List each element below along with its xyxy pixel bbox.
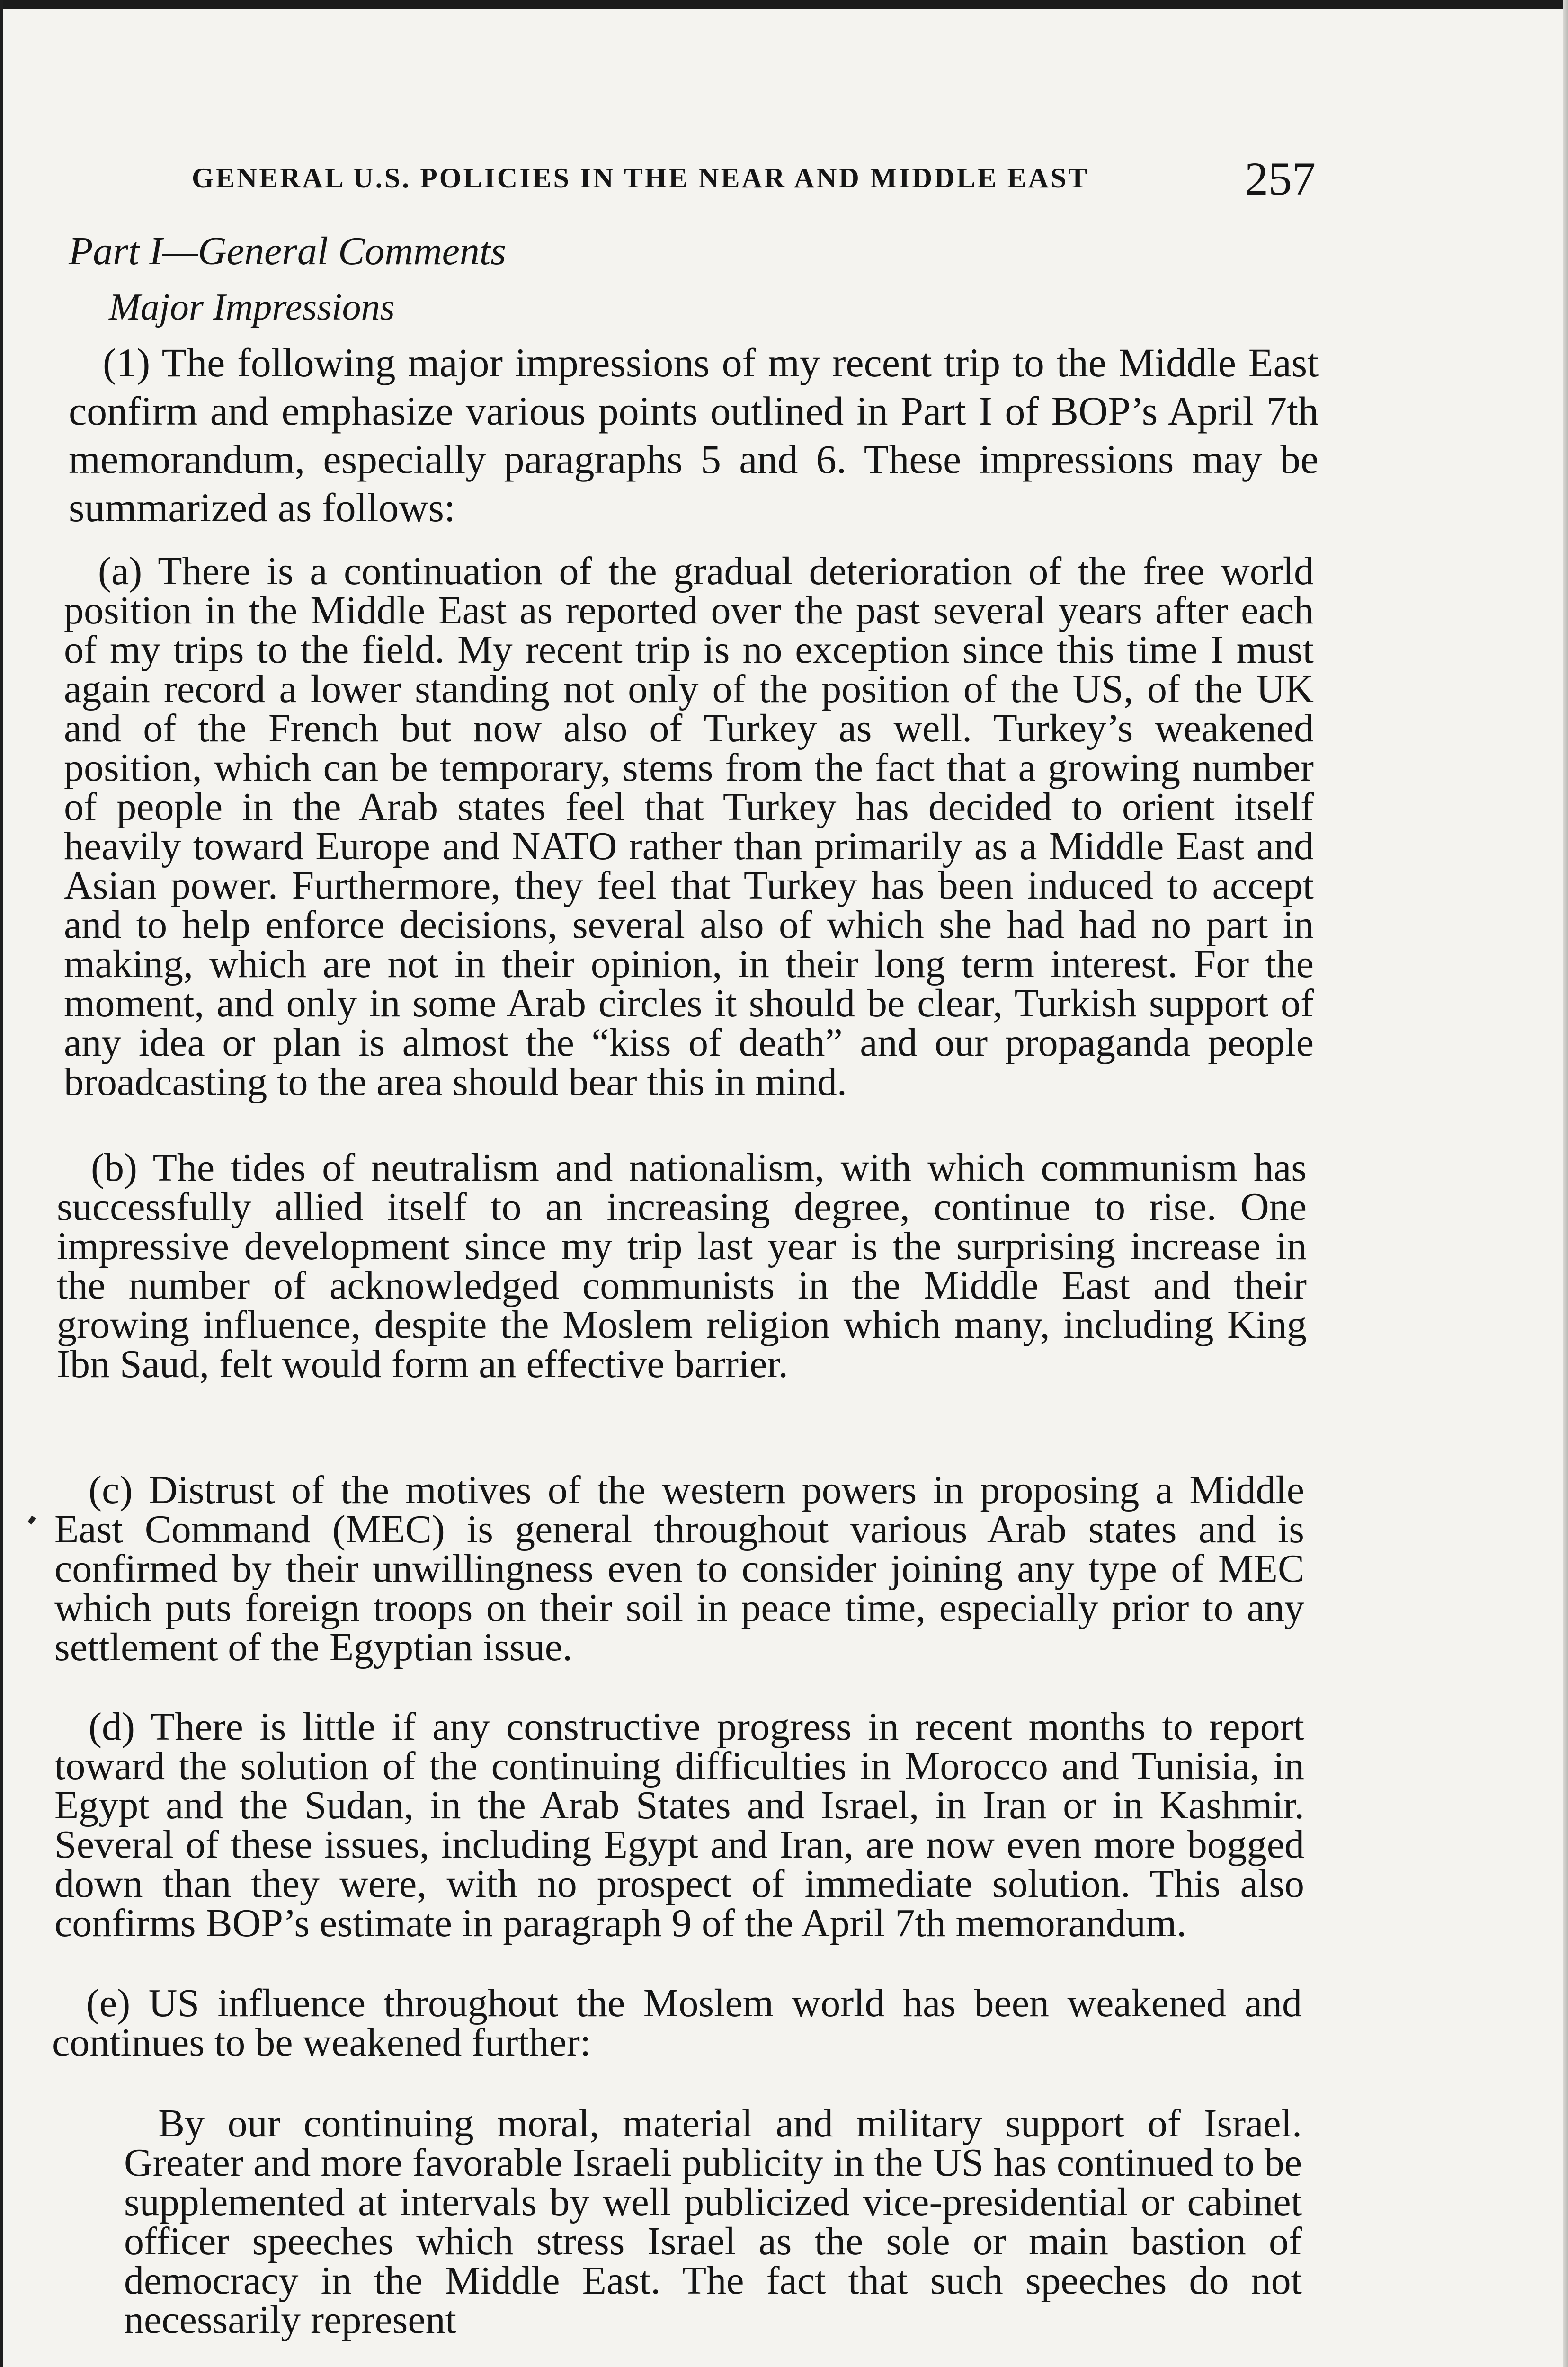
paragraph-b: (b) The tides of neutralism and nationalism, with which communism has successfully allied itself to an increasing degree, continue to rise. One impressive development since my trip last year is the surprising increase in the number of acknowledged communists in the Middle East and their growing influence, despite the Moslem religion which many, including King Ibn Saud, felt would form an effective barrier. bbox=[57, 1146, 1307, 1386]
margin-mark bbox=[27, 1516, 36, 1525]
indented-quote-paragraph: By our continuing moral, material and military support of Israel. Greater and more favorable Israeli publicity in the US has continued to be supplemented at intervals by well publicized vice-presidential or cabinet officer speeches which stress Israel as the sole or main bastion of democracy in the Middle East. The fact that such speeches do not necessarily represent bbox=[124, 2101, 1302, 2342]
paragraph-a: (a) There is a continuation of the gradual deterioration of the free world position in the Middle East as reported over the past several years after each of my trips to the field. My recent trip is no exception since this time I must again record a lower standing not only of the position of the US, of the UK and of the French but now also of Turkey as well. Turkey’s weakened position, which can be temporary, stems from the fact that a growing number of people in the Arab states feel that Turkey has decided to orient itself heavily toward Europe and NATO rather than primarily as a Middle East and Asian power. Furthermore, they feel that Turkey has been induced to accept and to help enforce decisions, several also of which she had had no part in making, which are not in their opinion, in their long term interest. For the moment, and only in some Arab circles it should be clear, Turkish support of any idea or plan is almost the “kiss of death” and our propaganda people broadcasting to the area should bear this in mind. bbox=[64, 549, 1314, 1104]
paragraph-d: (d) There is little if any constructive progress in recent months to report toward the solution of the continuing difficulties in Morocco and Tunisia, in Egypt and the Sudan, in the Arab States and Israel, in Iran or in Kashmir. Several of these issues, including Egypt and Iran, are now even more bogged down than they were, with no prospect of immediate solution. This also confirms BOP’s estimate in paragraph 9 of the April 7th memorandum. bbox=[54, 1705, 1304, 1945]
paragraph-intro: (1) The following major impressions of my recent trip to the Middle East confirm and emphasize various points outlined in Part I of BOP’s April 7th memorandum, especially paragraphs 5 and 6. These impressions may be summarized as follows: bbox=[69, 340, 1319, 530]
paragraph-c: (c) Distrust of the motives of the western powers in proposing a Middle East Command (MEC) is general throughout various Arab states and is confirmed by their unwillingness even to consider joining any type of MEC which puts foreign troops on their soil in peace time, especially prior to any settlement of the Egyptian issue. bbox=[54, 1468, 1304, 1669]
paragraph-e: (e) US influence throughout the Moslem world has been weakened and continues to be weakened further: bbox=[52, 1981, 1302, 2064]
page-header bbox=[187, 151, 1323, 208]
running-head: GENERAL U.S. POLICIES IN THE NEAR AND MIDDLE EAST bbox=[192, 162, 1089, 194]
page-number: 257 bbox=[1245, 152, 1316, 205]
part-heading: Part I—General Comments bbox=[69, 229, 506, 273]
sub-heading: Major Impressions bbox=[109, 286, 395, 328]
